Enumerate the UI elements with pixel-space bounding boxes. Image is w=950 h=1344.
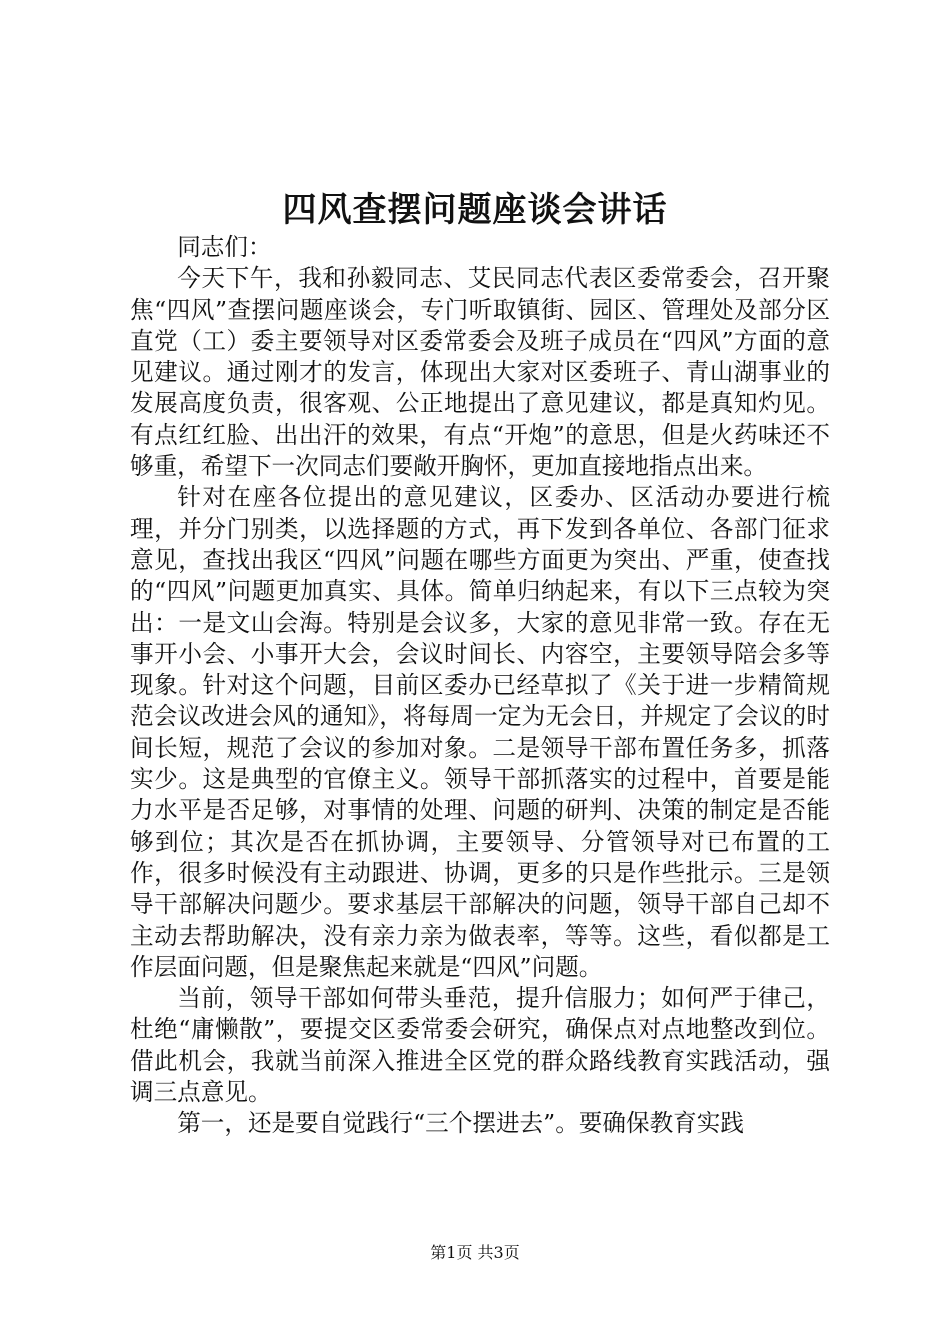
paragraph-4: 第一，还是要自觉践行“三个摆进去”。要确保教育实践 bbox=[177, 1109, 744, 1138]
salutation: 同志们： bbox=[177, 233, 272, 261]
paragraph-1: 今天下午，我和孙毅同志、艾民同志代表区委常委会，召开聚焦“四风”查摆问题座谈会，专门听取镇街、园区、管理处及部分区直党（工）委主要领导对区委常委会及班子成员在“四风”方面的意见建议。通过刚才的发言，体现出大家对区委班子、青山湖事业的发展高度负责，很客观、公正地提出了意见建议，都是真知灼见。有点红红脸、出出汗的效果，有点“开炮”的意思，但是火药味还不够重，希望下一次同志们要敞开胸怀，更加直接地指点出来。 bbox=[130, 264, 830, 481]
paragraph-3: 当前，领导干部如何带头垂范，提升信服力；如何严于律己，杜绝“庸懒散”，要提交区委常委会研究，确保点对点地整改到位。借此机会，我就当前深入推进全区党的群众路线教育实践活动，强调三点意见。 bbox=[130, 984, 830, 1107]
document-body bbox=[130, 232, 830, 1140]
document-title: 四风查摆问题座谈会讲话 bbox=[282, 190, 668, 230]
page-footer: 第1页 共3页 bbox=[430, 1243, 520, 1262]
paragraph-2: 针对在座各位提出的意见建议，区委办、区活动办要进行梳理，并分门别类，以选择题的方式，再下发到各单位、各部门征求意见，查找出我区“四风”问题在哪些方面更为突出、严重，使查找的“四风”问题更加真实、具体。简单归纳起来，有以下三点较为突出：一是文山会海。特别是会议多，大家的意见非常一致。存在无事开小会、小事开大会，会议时间长、内容空，主要领导陪会多等现象。针对这个问题，目前区委办已经草拟了《关于进一步精简规范会议改进会风的通知》，将每周一定为无会日，并规定了会议的时间长短，规范了会议的参加对象。二是领导干部布置任务多，抓落实少。这是典型的官僚主义。领导干部抓落实的过程中，首要是能力水平是否足够，对事情的处理、问题的研判、决策的制定是否能够到位；其次是否在抓协调，主要领导、分管领导对已布置的工作，很多时候没有主动跟进、协调，更多的只是作些批示。三是领导干部解决问题少。要求基层干部解决的问题，领导干部自己却不主动去帮助解决，没有亲力亲为做表率，等等。这些，看似都是工作层面问题，但是聚焦起来就是“四风”问题。 bbox=[130, 483, 830, 981]
